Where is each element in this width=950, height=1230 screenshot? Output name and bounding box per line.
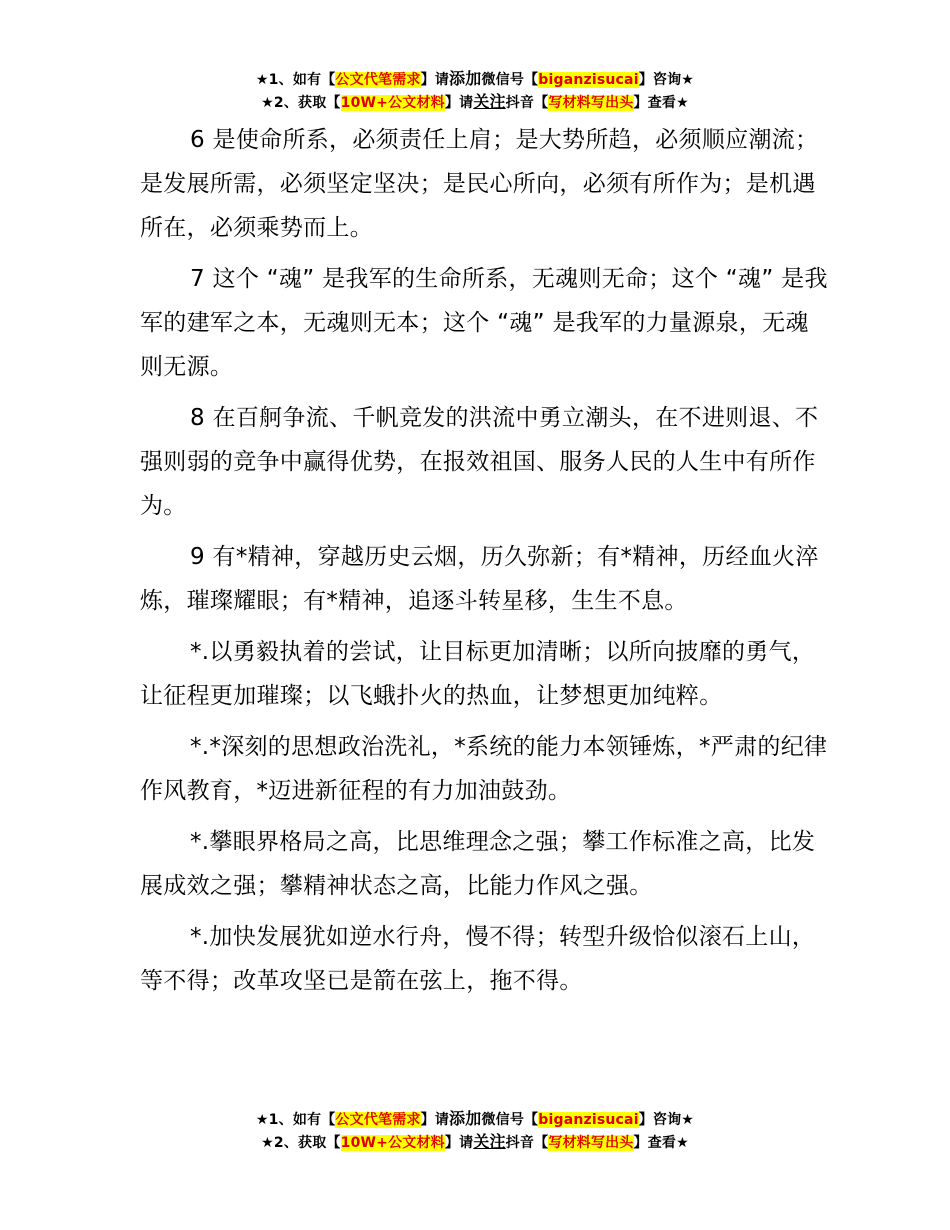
header-line-2-em: 关注 bbox=[473, 92, 506, 111]
footer-line-2 bbox=[0, 1131, 950, 1154]
header-line-2-suffix: 】查看★ bbox=[633, 95, 689, 111]
footer-line-2-em: 关注 bbox=[473, 1132, 506, 1151]
paragraph-13: *.加快发展犹如逆水行舟，慢不得；转型升级恰似滚石上山，等不得；改革攻坚已是箭在弦上，拖不得。 bbox=[140, 924, 816, 994]
header-line-2-prefix: ★2、获取【 bbox=[261, 95, 341, 111]
footer-line-1-prefix: ★1、如有【 bbox=[255, 1112, 336, 1128]
footer-douyin-id: 写材料写出头 bbox=[548, 1135, 634, 1151]
footer-line-1-mid1: 】请 bbox=[420, 1112, 450, 1128]
footer-line-1-em: 添加 bbox=[449, 1109, 482, 1128]
header-wechat-id: biganzisucai bbox=[538, 72, 639, 88]
footer-line-1 bbox=[0, 1108, 950, 1131]
header-line-1-mid2: 微信号【 bbox=[481, 72, 539, 88]
paragraph-6: 6 是使命所系，必须责任上肩；是大势所趋，必须顺应潮流；是发展所需，必须坚定坚决；是民心所向，必须有所作为；是机遇所在，必须乘势而上。 bbox=[140, 127, 819, 241]
footer-wechat-id: biganzisucai bbox=[538, 1112, 639, 1128]
header-line-1-prefix: ★1、如有【 bbox=[255, 72, 336, 88]
header-line-2-mid2: 抖音【 bbox=[505, 95, 549, 111]
footer-line-2-mid2: 抖音【 bbox=[505, 1135, 549, 1151]
footer-line-1-suffix: 】咨询★ bbox=[638, 1112, 695, 1128]
header-materials-highlight: 10W+公文材料 bbox=[340, 95, 445, 111]
footer-line-2-prefix: ★2、获取【 bbox=[261, 1135, 341, 1151]
header-line-2-mid1: 】请 bbox=[444, 95, 474, 111]
paragraph-11: *.*深刻的思想政治洗礼，*系统的能力本领锤炼，*严肃的纪律作风教育，*迈进新征程的有力加油鼓劲。 bbox=[140, 734, 828, 804]
paragraph-7: 7 这个 “魂” 是我军的生命所系，无魂则无命；这个 “魂” 是我军的建军之本，无魂则无本；这个 “魂” 是我军的力量源泉，无魂则无源。 bbox=[140, 266, 828, 380]
paragraph-10: *.以勇毅执着的尝试，让目标更加清晰；以所向披靡的勇气，让征程更加璀璨；以飞蛾扑火的热血，让梦想更加纯粹。 bbox=[140, 639, 816, 709]
paragraph-9: 9 有*精神，穿越历史云烟，历久弥新；有*精神，历经血火淬炼，璀璨耀眼；有*精神，追逐斗转星移，生生不息。 bbox=[140, 544, 819, 614]
header-douyin-id: 写材料写出头 bbox=[548, 95, 634, 111]
paragraph-8: 8 在百舸争流、千帆竞发的洪流中勇立潮头，在不进则退、不强则弱的竞争中赢得优势，在报效祖国、服务人民的人生中有所作为。 bbox=[140, 405, 819, 519]
header-line-2 bbox=[0, 91, 950, 114]
header-banner bbox=[0, 68, 950, 114]
footer-line-2-suffix: 】查看★ bbox=[633, 1135, 689, 1151]
footer-materials-highlight: 10W+公文材料 bbox=[340, 1135, 445, 1151]
paragraph-12: *.攀眼界格局之高，比思维理念之强；攀工作标准之高，比发展成效之强；攀精神状态之高，比能力作风之强。 bbox=[140, 829, 816, 899]
footer-line-1-mid2: 微信号【 bbox=[481, 1112, 539, 1128]
footer-service-highlight: 公文代笔需求 bbox=[335, 1112, 421, 1128]
header-line-1-suffix: 】咨询★ bbox=[638, 72, 695, 88]
header-service-highlight: 公文代笔需求 bbox=[335, 72, 421, 88]
header-line-1-em: 添加 bbox=[449, 69, 482, 88]
header-line-1 bbox=[0, 68, 950, 91]
document-body bbox=[140, 118, 830, 1010]
footer-banner bbox=[0, 1108, 950, 1154]
footer-line-2-mid1: 】请 bbox=[444, 1135, 474, 1151]
header-line-1-mid1: 】请 bbox=[420, 72, 450, 88]
